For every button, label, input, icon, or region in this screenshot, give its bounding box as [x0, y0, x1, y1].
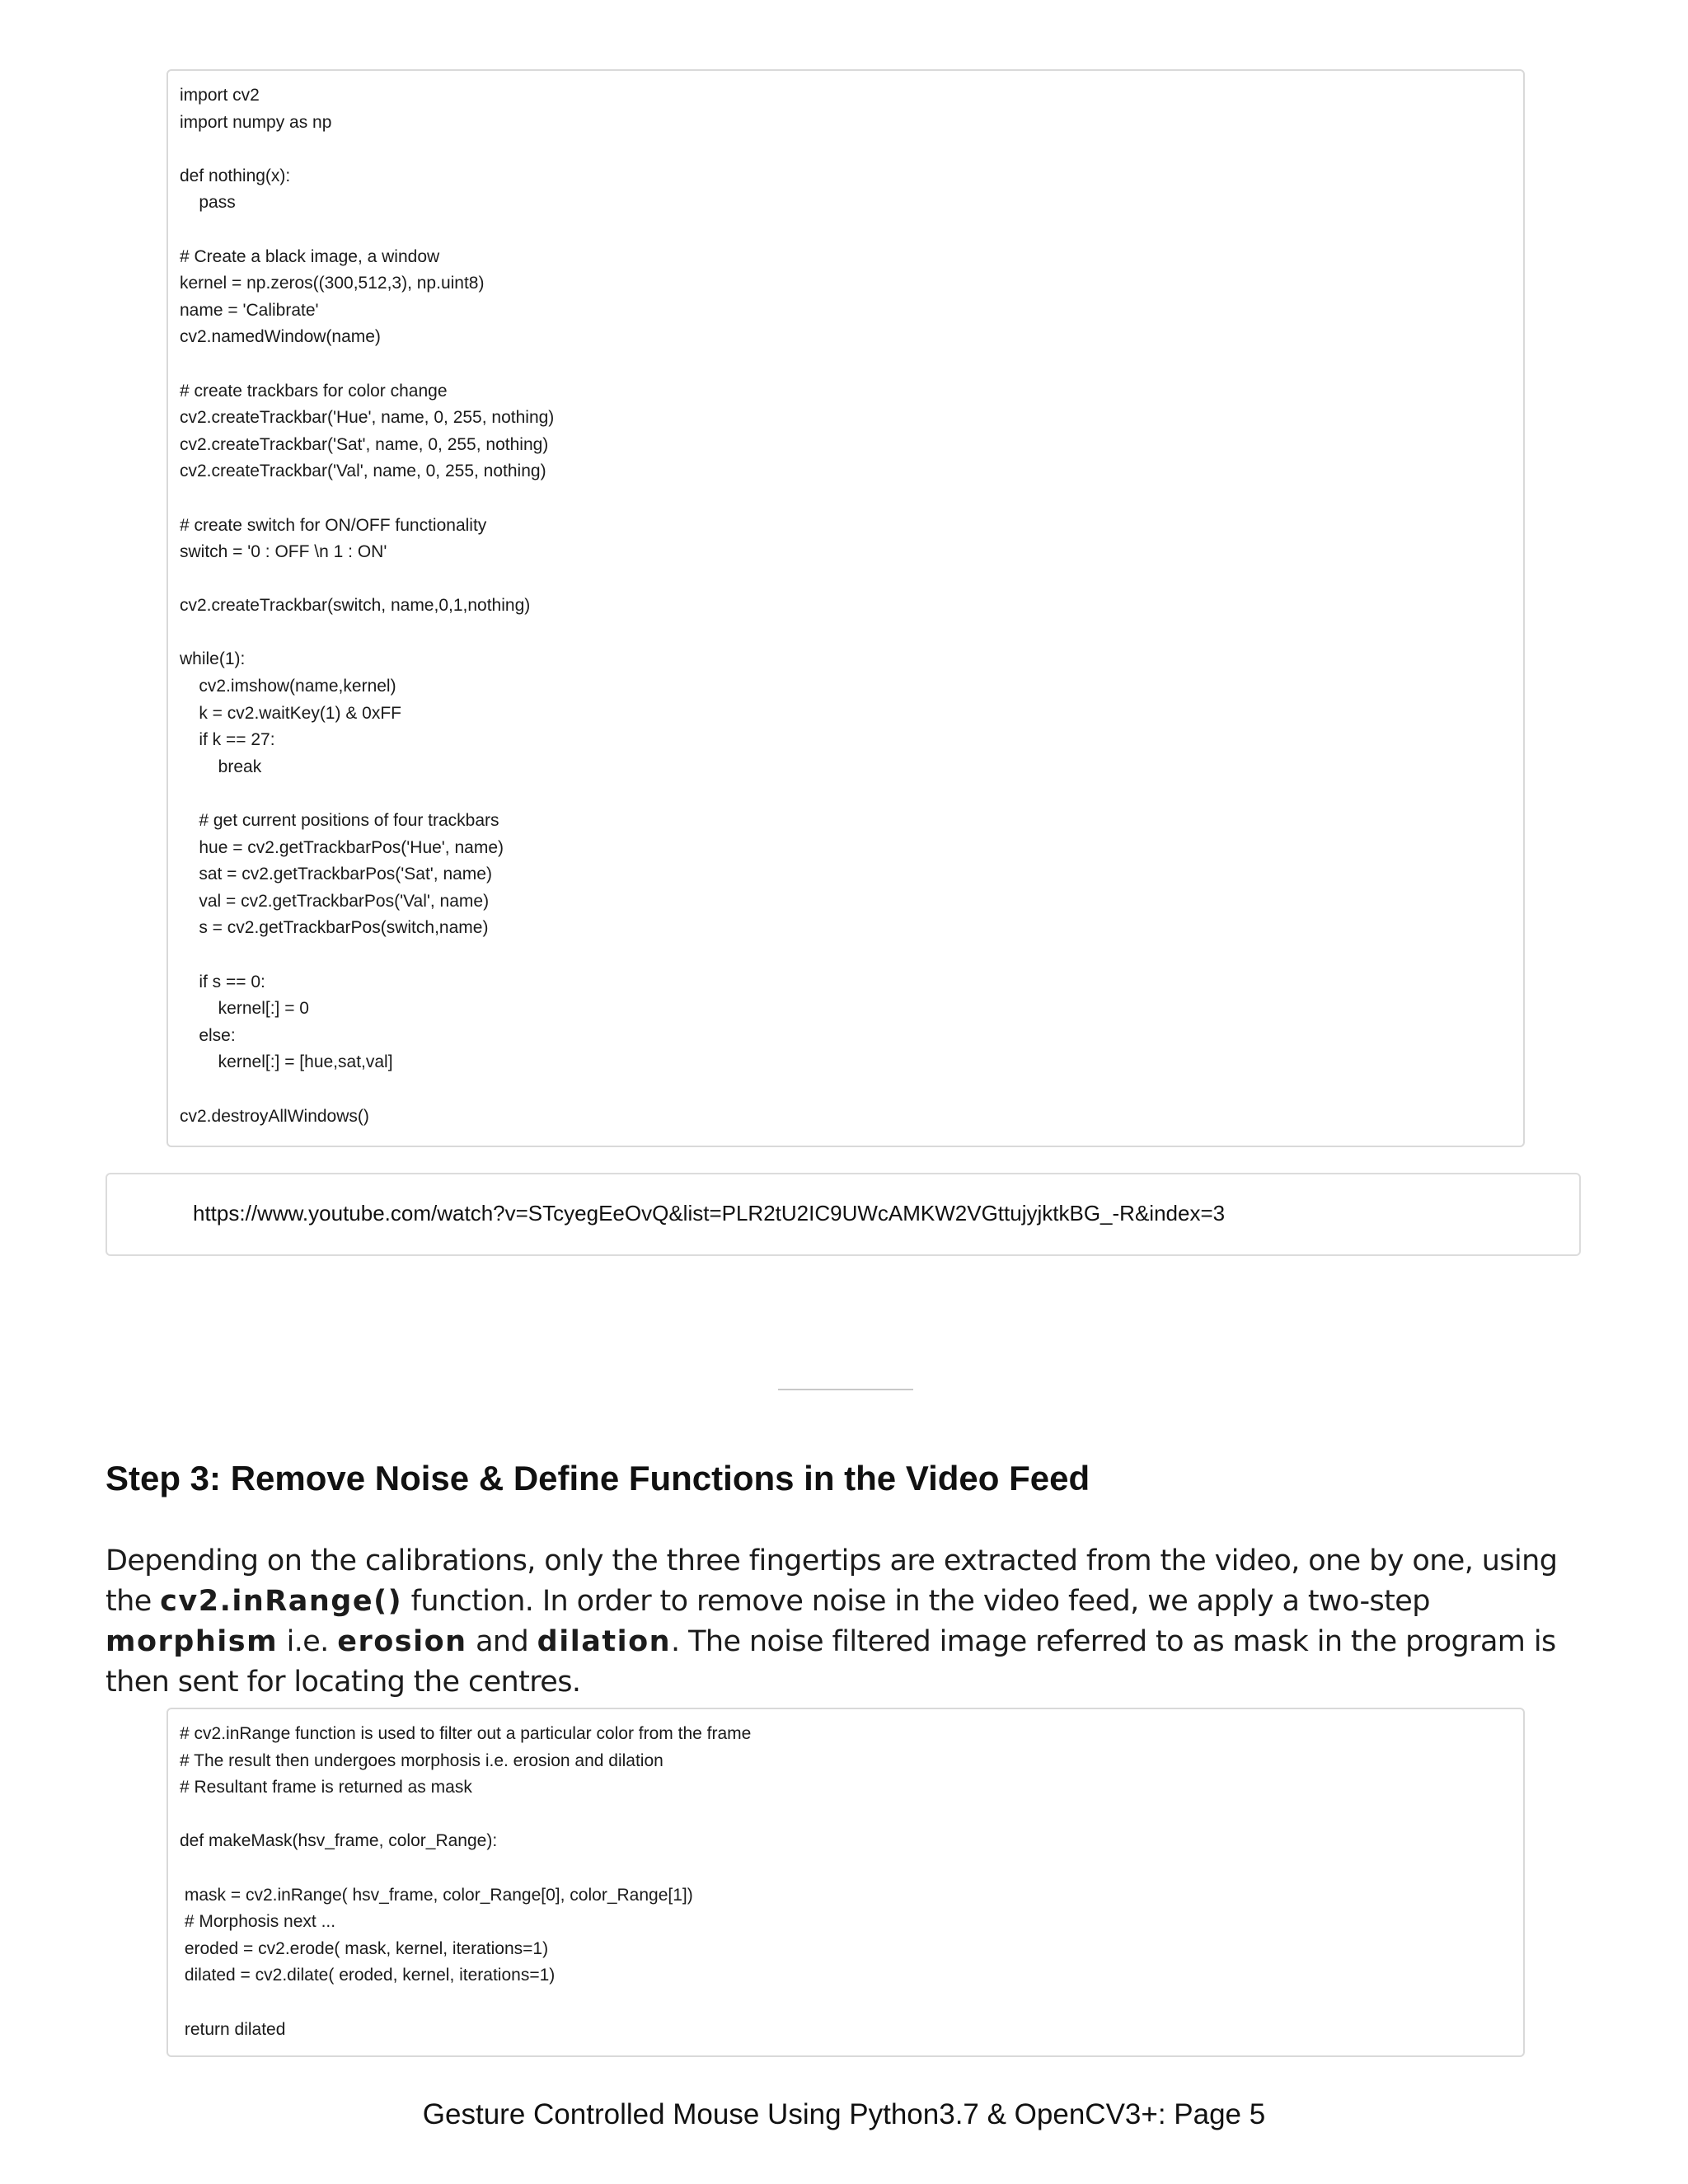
code-line: pass	[180, 193, 236, 213]
link-box	[106, 1173, 1581, 1256]
code-line: return dilated	[180, 2019, 286, 2039]
code-line	[180, 351, 1512, 378]
code-line: cv2.namedWindow(name)	[180, 327, 381, 347]
step-heading: Step 3: Remove Noise & Define Functions in the Video Feed	[106, 1459, 1090, 1497]
code-line	[180, 1802, 1512, 1829]
code-line: eroded = cv2.erode( mask, kernel, iterations=1)	[180, 1938, 549, 1958]
code-line	[180, 485, 1512, 513]
code-line: kernel[:] = [hue,sat,val]	[180, 1052, 393, 1072]
code-line	[180, 1076, 1512, 1104]
page-footer: Gesture Controlled Mouse Using Python3.7 & OpenCV3+: Page 5	[422, 2098, 1266, 2130]
para-text-5: . The noise filtered image referred to as mask in the program is then sent for locating the centres.	[106, 1625, 1556, 1699]
code-line: else:	[180, 1025, 236, 1045]
code-line: if k == 27:	[180, 730, 275, 750]
code-line	[180, 217, 1512, 244]
code-line: val = cv2.getTrackbarPos('Val', name)	[180, 891, 490, 911]
keyword-erosion: erosion	[337, 1625, 467, 1658]
code-line: # create switch for ON/OFF functionality	[180, 515, 487, 535]
code-line: # cv2.inRange function is used to filter out a particular color from the frame	[180, 1724, 752, 1743]
code-line: # create trackbars for color change	[180, 381, 448, 401]
para-text-3: i.e.	[278, 1625, 338, 1658]
code-line: k = cv2.waitKey(1) & 0xFF	[180, 703, 401, 723]
code-line: name = 'Calibrate'	[180, 300, 319, 320]
para-text-2: function. In order to remove noise in the video feed, we apply a two-step	[402, 1585, 1430, 1618]
code-line: break	[180, 757, 262, 776]
code-line: cv2.createTrackbar(switch, name,0,1,nothing)	[180, 596, 531, 616]
code-line: import cv2	[180, 86, 260, 105]
code-block-makemask	[166, 1708, 1525, 2057]
para-text-1: Depending on the calibrations, only the three fingertips are extracted from the video, one by one, using the	[106, 1544, 1558, 1618]
code-line: s = cv2.getTrackbarPos(switch,name)	[180, 918, 489, 938]
code-line: import numpy as np	[180, 112, 332, 132]
code-line: cv2.destroyAllWindows()	[180, 1106, 369, 1126]
code-line: # Morphosis next ...	[180, 1912, 336, 1932]
code-line: # Create a black image, a window	[180, 246, 440, 266]
code-line: cv2.createTrackbar('Val', name, 0, 255, nothing)	[180, 462, 546, 481]
code-line: hue = cv2.getTrackbarPos('Hue', name)	[180, 837, 504, 857]
code-line: mask = cv2.inRange( hsv_frame, color_Range[0], color_Range[1])	[180, 1885, 693, 1905]
code-line: kernel = np.zeros((300,512,3), np.uint8)	[180, 274, 485, 293]
code-line	[180, 942, 1512, 969]
code-line: # get current positions of four trackbars	[180, 811, 499, 831]
code-line	[180, 1990, 1512, 2017]
code-line: # Resultant frame is returned as mask	[180, 1778, 472, 1797]
keyword-dilation: dilation	[537, 1625, 672, 1658]
code-lines	[180, 1721, 1512, 2043]
code-line	[180, 566, 1512, 593]
code-line: # The result then undergoes morphosis i.e. erosion and dilation	[180, 1750, 663, 1770]
code-line: def nothing(x):	[180, 166, 291, 185]
code-line	[180, 780, 1512, 808]
code-line: def makeMask(hsv_frame, color_Range):	[180, 1831, 498, 1851]
code-line: sat = cv2.getTrackbarPos('Sat', name)	[180, 865, 492, 884]
keyword-inrange: cv2.inRange()	[160, 1585, 403, 1618]
para-text-4: and	[467, 1625, 537, 1658]
code-block-calibration	[166, 69, 1525, 1147]
step-description	[106, 1541, 1589, 1703]
code-line: kernel[:] = 0	[180, 999, 309, 1019]
code-line: switch = '0 : OFF \n 1 : ON'	[180, 542, 387, 562]
code-line: cv2.createTrackbar('Sat', name, 0, 255, nothing)	[180, 434, 549, 454]
code-line: cv2.imshow(name,kernel)	[180, 677, 396, 696]
code-line: if s == 0:	[180, 972, 265, 991]
section-divider	[778, 1389, 913, 1390]
code-line: cv2.createTrackbar('Hue', name, 0, 255, nothing)	[180, 408, 555, 428]
code-line	[180, 620, 1512, 647]
youtube-link[interactable]: https://www.youtube.com/watch?v=STcyegEeOvQ&list=PLR2tU2IC9UWcAMKW2VGttujyjktkBG_-R&index=3	[193, 1201, 1226, 1226]
code-line: while(1):	[180, 649, 246, 669]
code-line: dilated = cv2.dilate( eroded, kernel, iterations=1)	[180, 1966, 556, 1985]
code-line	[180, 1855, 1512, 1882]
code-lines	[180, 82, 1512, 1130]
code-line	[180, 136, 1512, 163]
keyword-morphism: morphism	[106, 1625, 279, 1658]
